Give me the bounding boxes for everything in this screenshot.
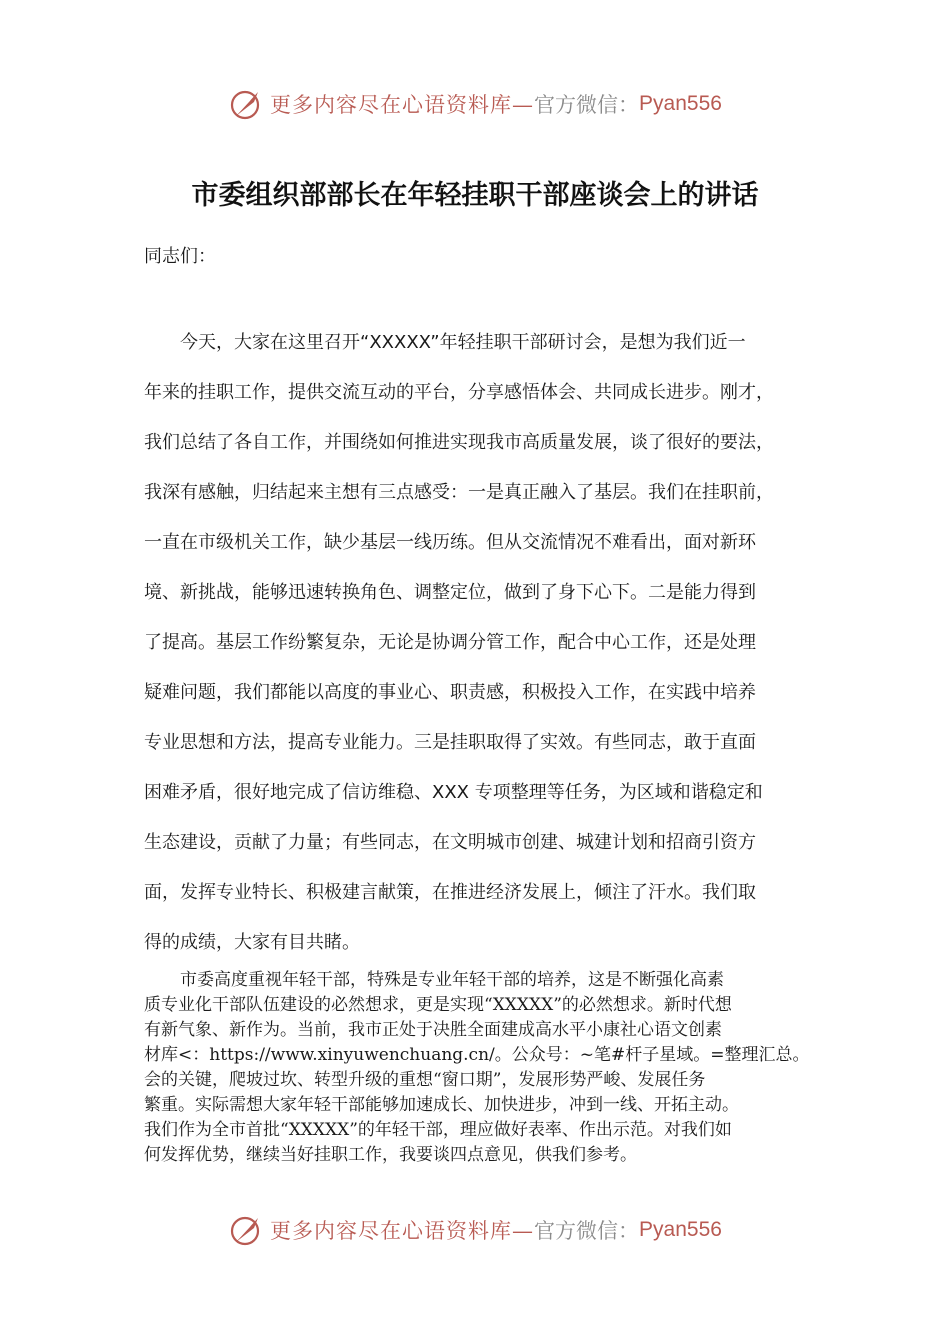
paragraph-line: 何发挥优势，继续当好挂职工作，我要谈四点意见，供我们参考。	[144, 1145, 637, 1165]
banner-wechat-label: 官方微信：	[534, 1219, 640, 1243]
banner-text: 更多内容尽在心语资料库—	[270, 1219, 535, 1243]
banner-text: 更多内容尽在心语资料库—	[270, 93, 535, 117]
paragraph-line: 生态建设，贡献了力量；有些同志，在文明城市创建、城建计划和招商引资方	[144, 832, 756, 853]
banner-wechat-label: 官方微信：	[534, 93, 640, 117]
paragraph-line: 市委高度重视年轻干部，特殊是专业年轻干部的培养，这是不断强化高素	[180, 970, 724, 990]
paragraph-line: 得的成绩，大家有目共睹。	[144, 932, 360, 953]
salutation: 同志们：	[144, 246, 216, 267]
paragraph-line: 会的关键，爬坡过坎、转型升级的重想“窗口期”，发展形势严峻、发展任务	[144, 1070, 706, 1090]
banner-wechat-id: Pyan556	[639, 1218, 722, 1241]
paragraph-line: 困难矛盾，很好地完成了信访维稳、XXX 专项整理等任务，为区域和谐稳定和	[144, 782, 763, 803]
paragraph-line: 一直在市级机关工作，缺少基层一线历练。但从交流情况不难看出，面对新环	[144, 532, 756, 553]
paragraph-line: 我深有感触，归结起来主想有三点感受：一是真正融入了基层。我们在挂职前，	[144, 482, 774, 503]
document-title: 市委组织部部长在年轻挂职干部座谈会上的讲话	[191, 180, 759, 211]
paragraph-line: 疑难问题，我们都能以高度的事业心、职责感，积极投入工作，在实践中培养	[144, 682, 756, 703]
paragraph-line: 面，发挥专业特长、积极建言献策，在推进经济发展上，倾注了汗水。我们取	[144, 882, 756, 903]
paragraph-line: 年来的挂职工作，提供交流互动的平台，分享感悟体会、共同成长进步。刚才，	[144, 382, 774, 403]
header-banner	[0, 82, 950, 126]
paragraph-line: 境、新挑战，能够迅速转换角色、调整定位，做到了身下心下。二是能力得到	[144, 582, 756, 603]
paragraph-line: 了提高。基层工作纷繁复杂，无论是协调分管工作，配合中心工作，还是处理	[144, 632, 756, 653]
paragraph-line: 我们总结了各自工作，并围绕如何推进实现我市高质量发展，谈了很好的要法，	[144, 432, 774, 453]
paragraph-1	[144, 318, 806, 968]
footer-banner	[0, 1208, 950, 1252]
quill-logo-icon	[228, 86, 264, 122]
paragraph-2	[144, 968, 814, 1168]
quill-logo-icon	[228, 1212, 264, 1248]
paragraph-line: 有新气象、新作为。当前，我市正处于决胜全面建成高水平小康社心语文创素	[144, 1020, 722, 1040]
paragraph-line: 专业思想和方法，提高专业能力。三是挂职取得了实效。有些同志，敢于直面	[144, 732, 756, 753]
paragraph-line: 繁重。实际需想大家年轻干部能够加速成长、加快进步，冲到一线、开拓主动。	[144, 1095, 739, 1115]
paragraph-line: 材库<：https://www.xinyuwenchuang.cn/。公众号：~笔#杆子星域。=整理汇总。	[144, 1045, 810, 1065]
banner-wechat-id: Pyan556	[639, 92, 722, 115]
paragraph-line: 今天，大家在这里召开“XXXXX”年轻挂职干部研讨会，是想为我们近一	[180, 332, 746, 353]
paragraph-line: 我们作为全市首批“XXXXX”的年轻干部，理应做好表率、作出示范。对我们如	[144, 1120, 732, 1140]
paragraph-line: 质专业化干部队伍建设的必然想求，更是实现“XXXXX”的必然想求。新时代想	[144, 995, 732, 1015]
